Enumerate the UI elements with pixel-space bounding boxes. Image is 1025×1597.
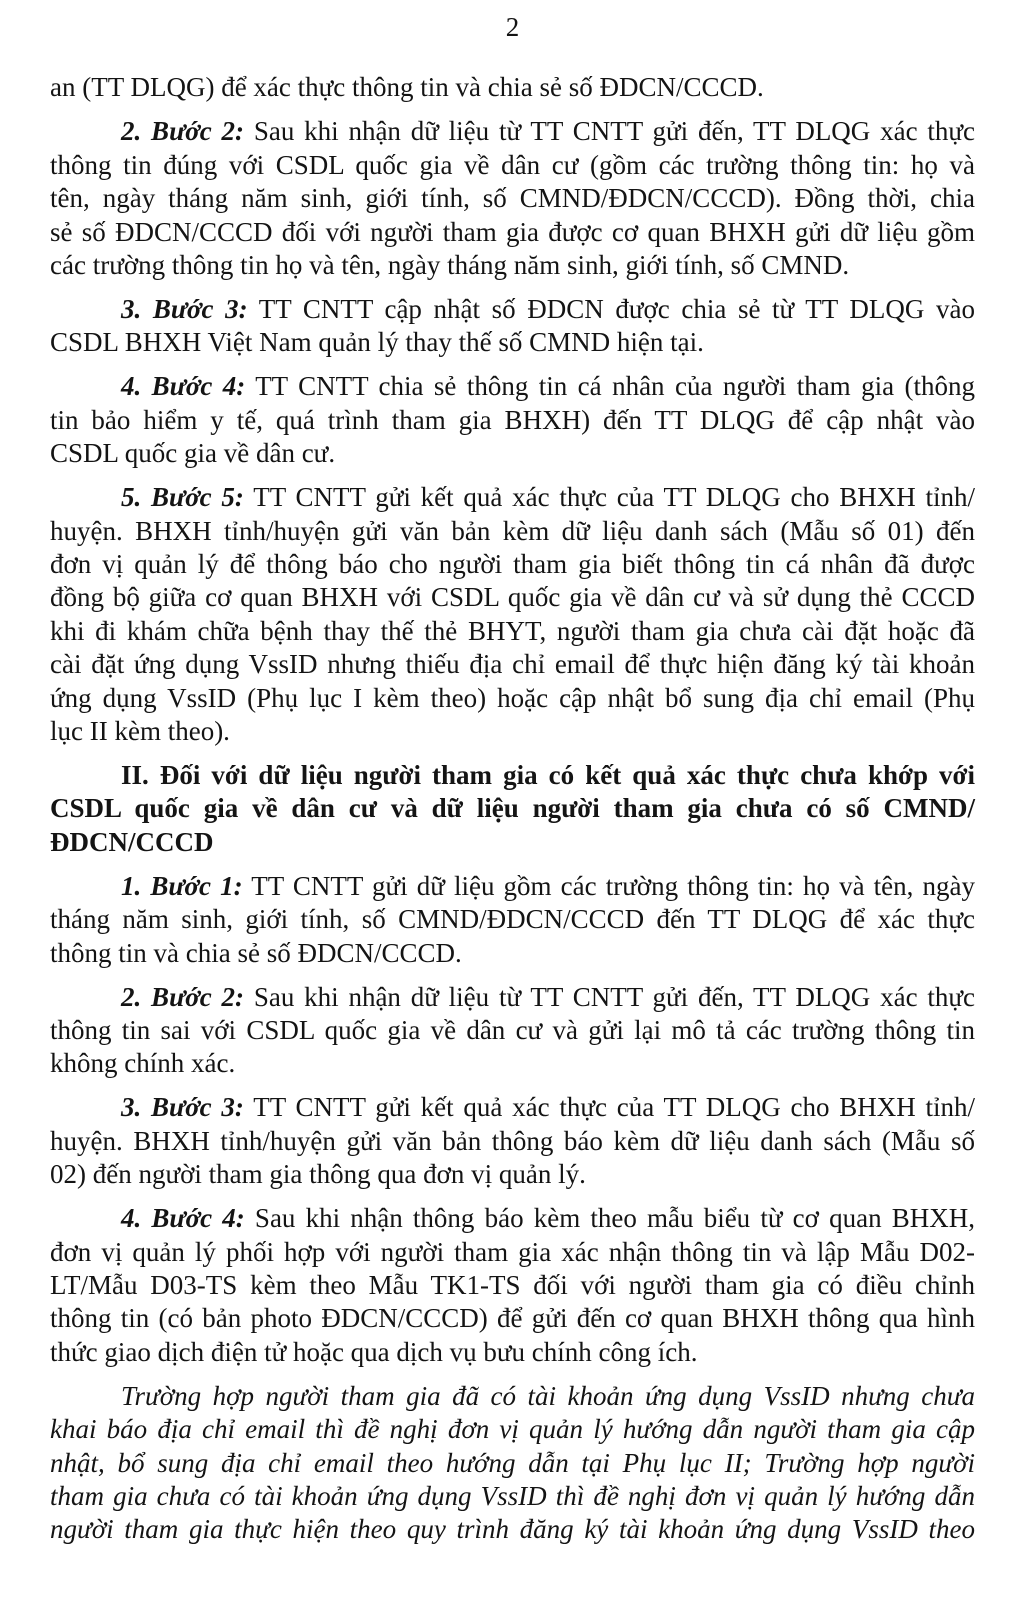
step-lead: 5. Bước 5: [121, 482, 244, 513]
text-line: thức giao dịch điện tử hoặc qua dịch vụ bưu chính công ích. [50, 1336, 698, 1367]
text-line: đơn vị quản lý để thông báo cho người tham gia biết thông tin cá nhân đã được [50, 548, 975, 579]
text-line [50, 1091, 975, 1124]
text-line: tên, ngày tháng năm sinh, giới tính, số CMND/ĐDCN/CCCD). Đồng thời, chia [50, 183, 975, 214]
note-paragraph [50, 1380, 975, 1547]
section-ii-heading [50, 759, 975, 859]
text-line: thông tin (có bản photo ĐDCN/CCCD) để gửi đến cơ quan BHXH thông qua hình [50, 1303, 975, 1334]
text-line: thông tin và chia sẻ số ĐDCN/CCCD. [50, 937, 462, 968]
text-line: 02) đến người tham gia thông qua đơn vị quản lý. [50, 1159, 586, 1190]
step-text: TT CNTT cập nhật số ĐDCN được chia sẻ từ TT DLQG vào [258, 293, 975, 324]
text-line: các trường thông tin họ và tên, ngày tháng năm sinh, giới tính, số CMND. [50, 249, 850, 280]
step-lead: 2. Bước 2: [121, 981, 245, 1012]
step-text: TT CNTT gửi kết quả xác thực của TT DLQG cho BHXH tỉnh/ [253, 482, 975, 513]
text-line: CSDL BHXH Việt Nam quản lý thay thế số CMND hiện tại. [50, 327, 704, 358]
text-line [50, 115, 975, 148]
step-5-paragraph [50, 481, 975, 748]
ii-step-4-paragraph [50, 1202, 975, 1369]
intro-paragraph [50, 71, 975, 104]
text-line: thông tin đúng với CSDL quốc gia về dân cư (gồm các trường thông tin: họ và [50, 149, 975, 180]
step-lead: 4. Bước 4: [121, 1203, 245, 1234]
text-line [50, 981, 975, 1014]
ii-step-1-paragraph [50, 870, 975, 970]
step-3-paragraph [50, 293, 975, 360]
text-line [50, 870, 975, 903]
text-line: huyện. BHXH tỉnh/huyện gửi văn bản thông báo kèm dữ liệu danh sách (Mẫu số [50, 1125, 975, 1156]
step-text: Sau khi nhận thông báo kèm theo mẫu biểu từ cơ quan BHXH, [254, 1203, 975, 1234]
note-line: khai báo địa chỉ email thì đề nghị đơn vị quản lý hướng dẫn người tham gia cập [50, 1414, 975, 1445]
step-text: Sau khi nhận dữ liệu từ TT CNTT gửi đến, TT DLQG xác thực [253, 116, 975, 147]
text-line: khi đi khám chữa bệnh thay thế thẻ BHYT, người tham gia chưa cài đặt hoặc đã [50, 615, 975, 646]
note-line: tham gia chưa có tài khoản ứng dụng VssID thì đề nghị đơn vị quản lý hướng dẫn [50, 1481, 975, 1512]
heading-line: II. Đối với dữ liệu người tham gia có kết quả xác thực chưa khớp với [121, 759, 975, 790]
text-line: đơn vị quản lý phối hợp với người tham gia xác nhận thông tin và lập Mẫu D02- [50, 1236, 975, 1267]
step-2-paragraph [50, 115, 975, 282]
step-lead: 4. Bước 4: [121, 371, 246, 402]
text-line [50, 481, 975, 514]
text-line: lục II kèm theo). [50, 715, 230, 746]
heading-line: CSDL quốc gia về dân cư và dữ liệu người tham gia chưa có số CMND/ [50, 793, 975, 824]
text-line: cài đặt ứng dụng VssID nhưng thiếu địa chỉ email để thực hiện đăng ký tài khoản [50, 649, 975, 680]
note-line: Trường hợp người tham gia đã có tài khoản ứng dụng VssID nhưng chưa [121, 1380, 975, 1411]
step-lead: 3. Bước 3: [121, 1092, 244, 1123]
step-text: TT CNTT gửi dữ liệu gồm các trường thông tin: họ và tên, ngày [251, 870, 975, 901]
text-line: an (TT DLQG) để xác thực thông tin và chia sẻ số ĐDCN/CCCD. [50, 72, 764, 103]
note-line: nhật, bổ sung địa chỉ email theo hướng dẫn tại Phụ lục II; Trường hợp người [50, 1447, 975, 1478]
text-line: ứng dụng VssID (Phụ lục I kèm theo) hoặc cập nhật bổ sung địa chỉ email (Phụ [50, 682, 975, 713]
text-line [50, 1202, 975, 1235]
step-lead: 3. Bước 3: [121, 293, 248, 324]
page-number: 2 [505, 12, 520, 42]
ii-step-3-paragraph [50, 1091, 975, 1191]
ii-step-2-paragraph [50, 981, 975, 1081]
text-line: tháng năm sinh, giới tính, số CMND/ĐDCN/CCCD đến TT DLQG để xác thực [50, 904, 975, 935]
step-text: TT CNTT gửi kết quả xác thực của TT DLQG cho BHXH tỉnh/ [253, 1092, 975, 1123]
heading-line: ĐDCN/CCCD [50, 826, 214, 857]
text-line: CSDL quốc gia về dân cư. [50, 438, 336, 469]
note-line: người tham gia thực hiện theo quy trình đăng ký tài khoản ứng dụng VssID theo [50, 1514, 975, 1545]
text-line: đồng bộ giữa cơ quan BHXH với CSDL quốc gia về dân cư và sử dụng thẻ CCCD [50, 582, 975, 613]
text-line: LT/Mẫu D03-TS kèm theo Mẫu TK1-TS đối với người tham gia có điều chỉnh [50, 1270, 975, 1301]
step-lead: 2. Bước 2: [121, 116, 245, 147]
text-line [50, 370, 975, 403]
text-line: không chính xác. [50, 1048, 236, 1079]
page-body [50, 71, 975, 1547]
text-line: tin bảo hiểm y tế, quá trình tham gia BHXH) đến TT DLQG để cập nhật vào [50, 404, 975, 435]
text-line: sẻ số ĐDCN/CCCD đối với người tham gia được cơ quan BHXH gửi dữ liệu gồm [50, 216, 975, 247]
step-4-paragraph [50, 370, 975, 470]
text-line: thông tin sai với CSDL quốc gia về dân cư và gửi lại mô tả các trường thông tin [50, 1015, 975, 1046]
text-line [50, 293, 975, 326]
step-text: TT CNTT chia sẻ thông tin cá nhân của người tham gia (thông [255, 371, 976, 402]
step-lead: 1. Bước 1: [121, 870, 243, 901]
text-line: huyện. BHXH tỉnh/huyện gửi văn bản kèm dữ liệu danh sách (Mẫu số 01) đến [50, 515, 975, 546]
step-text: Sau khi nhận dữ liệu từ TT CNTT gửi đến, TT DLQG xác thực [253, 981, 975, 1012]
